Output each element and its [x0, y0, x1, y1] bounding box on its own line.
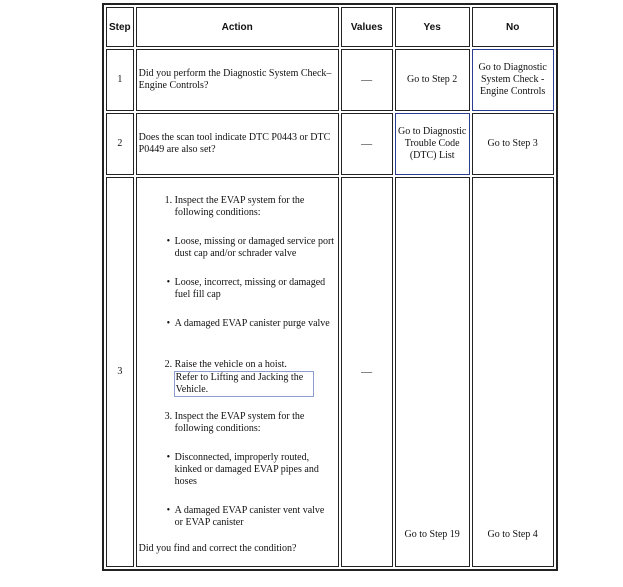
- bullet-icon: •: [166, 452, 171, 463]
- header-no: No: [472, 7, 554, 47]
- table-row: [106, 177, 554, 567]
- action-cell: [136, 177, 339, 567]
- action-text: Does the scan tool indicate DTC P0443 or DTC P0449 are also set?: [136, 113, 339, 175]
- no-link[interactable]: Go to Step 4: [487, 529, 538, 540]
- lifting-jacking-link[interactable]: Refer to Lifting and Jacking the Vehicle.: [174, 371, 314, 397]
- header-step: Step: [106, 7, 134, 47]
- step-number: 2: [106, 113, 134, 175]
- condition-item: A damaged EVAP canister vent valve or EVAP canister: [174, 505, 325, 528]
- table-row: [106, 113, 554, 175]
- step3-number: 3.: [164, 411, 173, 422]
- header-action: Action: [136, 7, 339, 47]
- step3-text: Inspect the EVAP system for the following conditions:: [174, 411, 305, 434]
- no-cell: [472, 177, 554, 567]
- step-number: 1: [106, 49, 134, 111]
- condition-item: Loose, missing or damaged service port dust cap and/or schrader valve: [174, 236, 335, 259]
- table-row: [106, 49, 554, 111]
- values-cell: —: [341, 177, 393, 567]
- bullet-icon: •: [166, 277, 171, 288]
- question-text: Did you find and correct the condition?: [138, 543, 297, 554]
- step1-number: 1.: [164, 195, 173, 206]
- header-yes: Yes: [395, 7, 470, 47]
- yes-link[interactable]: Go to Step 2: [395, 49, 470, 111]
- no-link[interactable]: Go to Diagnostic System Check - Engine Controls: [472, 49, 554, 111]
- yes-cell: [395, 177, 470, 567]
- step2-number: 2.: [164, 359, 173, 370]
- header-row: [106, 7, 554, 47]
- header-values: Values: [341, 7, 393, 47]
- yes-link[interactable]: Go to Diagnostic Trouble Code (DTC) List: [395, 113, 470, 175]
- step-number: 3: [106, 177, 134, 567]
- action-text: Did you perform the Diagnostic System Check–Engine Controls?: [136, 49, 339, 111]
- condition-item: Disconnected, improperly routed, kinked or damaged EVAP pipes and hoses: [174, 452, 319, 487]
- step1-text: Inspect the EVAP system for the following conditions:: [174, 195, 305, 218]
- values-cell: —: [341, 113, 393, 175]
- no-link[interactable]: Go to Step 3: [472, 113, 554, 175]
- step2-text: Raise the vehicle on a hoist.: [174, 359, 287, 370]
- bullet-icon: •: [166, 236, 171, 247]
- condition-item: Loose, incorrect, missing or damaged fuel fill cap: [174, 277, 326, 300]
- yes-link[interactable]: Go to Step 19: [404, 529, 460, 540]
- bullet-icon: •: [166, 505, 171, 516]
- values-cell: —: [341, 49, 393, 111]
- condition-item: A damaged EVAP canister purge valve: [174, 318, 330, 329]
- diagnostic-table: [102, 3, 558, 571]
- bullet-icon: •: [166, 318, 171, 329]
